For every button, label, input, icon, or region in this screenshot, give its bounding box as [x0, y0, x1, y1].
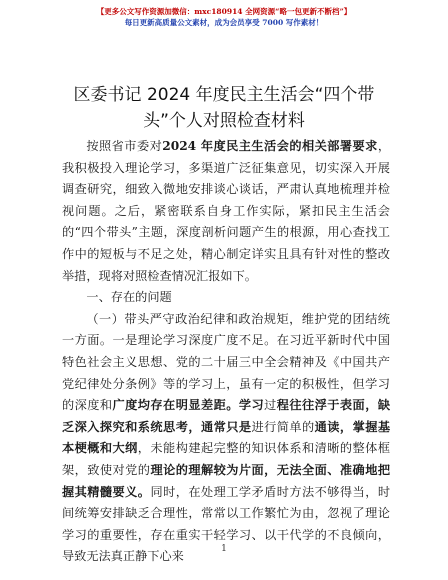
sub-bold-3: 通读，掌握基本梗概和大纲 — [62, 419, 391, 456]
header-banner — [0, 6, 448, 28]
intro-text-start: 按照省市委对 — [86, 139, 163, 153]
page-number: 1 — [221, 544, 227, 554]
sub-text-2: 过 — [264, 398, 277, 413]
intro-bold-text: 2024 年度民主生活会的相关部署要求 — [162, 139, 378, 153]
intro-paragraph — [62, 136, 390, 287]
sub-text-1: （一）带头严守政治纪律和政治规矩，维护党的团结统一方面。一是理论学习深度广度不足。在习近平新时代中国特色社会主义思想、党的二十届三中全会精神及《中国共产党纪律处分条例》等的学习上，虽有一定的积极性，但学习的深度和 — [62, 311, 390, 413]
sub-bold-1: 广度均存在明显差距。学习 — [112, 398, 265, 413]
document-title: 区委书记 2024 年度民主生活会“四个带头”个人对照检查材料 — [73, 85, 375, 131]
sub-text-4: ，未能构建起完整的知识体系和清晰的整体框架，致使对党的 — [62, 441, 391, 477]
banner-promo-line: 【更多公文写作资源加微信：mxc180914 全网资源“略一包更新不断档”】 — [96, 7, 352, 16]
sub-bold-4: 理论的理解较为片面，无法全面、准确地把握其精髓要义。 — [62, 462, 391, 499]
section-heading: 一、存在的问题 — [86, 290, 172, 305]
intro-text-rest: ，我积极投入理论学习，多渠道广泛征集意见，切实深入开展调查研究，细致入微地安排谈心谈话，严肃认真地梳理并检视问题。之后，紧密联系自身工作实际，紧扣民主生活会的“四个带头”主题，深度剖析问题产生的根源，用心查找工作中的短板与不足之处，精心制定详实且具有针对性的整改举措，现将对照检查情况汇报如下。 — [62, 139, 390, 283]
sub-bold-2: 程往往浮于表面，缺乏深入探究和系统思考，通常只是 — [62, 398, 391, 434]
subsection-paragraph — [62, 309, 390, 568]
document-body — [62, 136, 390, 568]
sub-text-3: 进行简单的 — [251, 419, 315, 434]
sub-text-5: 同时，在处理工学矛盾时方法不够得当，时间统筹安排缺乏合理性，常常以工作繁忙为由，忽视了理论学习的重要性，存在重实干轻学习、以干代学的不良倾向，导致无法真正静下心来 — [62, 484, 391, 564]
banner-member-line: 每日更新高质量公文素材，成为会员享受 7000 写作素材！ — [124, 18, 324, 27]
